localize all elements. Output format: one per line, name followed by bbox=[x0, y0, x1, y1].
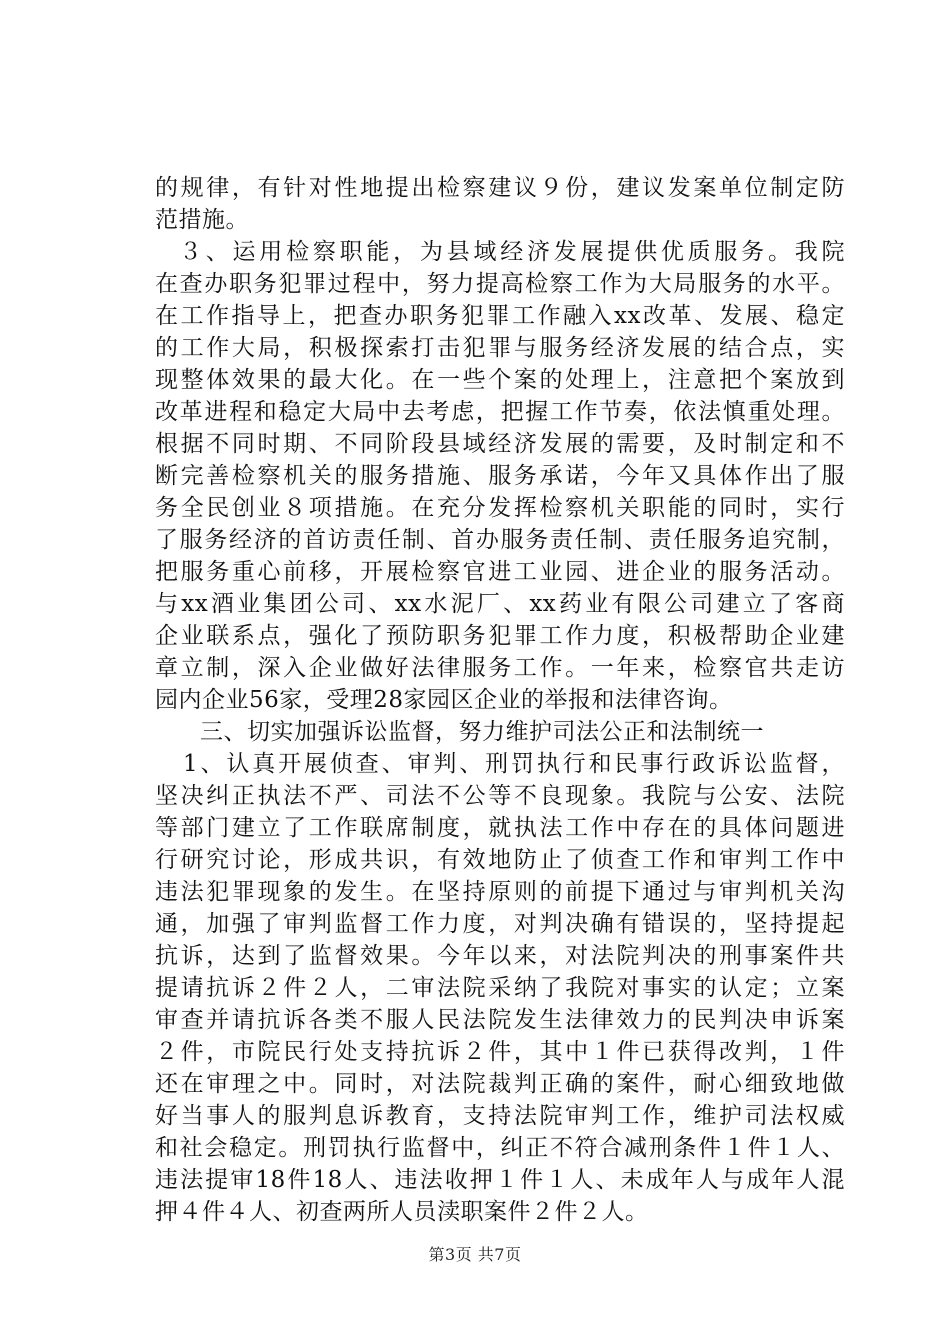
text-line: 行研究讨论，形成共识，有效地防止了侦查工作和审判工作中 bbox=[155, 847, 845, 873]
text-line: 违法犯罪现象的发生。在坚持原则的前提下通过与审判机关沟 bbox=[155, 879, 845, 905]
text-line: 好当事人的服判息诉教育，支持法院审判工作，维护司法权威 bbox=[155, 1103, 845, 1129]
text-line: 在查办职务犯罪过程中，努力提高检察工作为大局服务的水平。 bbox=[155, 271, 845, 297]
text-line: 根据不同时期、不同阶段县域经济发展的需要，及时制定和不 bbox=[155, 431, 845, 457]
text-line: 的工作大局，积极探索打击犯罪与服务经济发展的结合点，实 bbox=[155, 335, 845, 361]
text-line: ２件，市院民行处支持抗诉２件，其中１件已获得改判，１件 bbox=[155, 1039, 845, 1065]
text-line: 现整体效果的最大化。在一些个案的处理上，注意把个案放到 bbox=[155, 367, 845, 393]
text-line: 审查并请抗诉各类不服人民法院发生法律效力的民判决申诉案 bbox=[155, 1007, 845, 1033]
section-heading-line: ３、运用检察职能，为县域经济发展提供优质服务。我院 bbox=[179, 239, 845, 265]
section-heading: 三、切实加强诉讼监督，努力维护司法公正和法制统一 bbox=[200, 719, 764, 745]
text-line: 范措施。 bbox=[155, 207, 249, 233]
text-line: 违法提审18件18人、违法收押１件１人、未成年人与成年人混 bbox=[155, 1167, 845, 1193]
text-line: 与xx酒业集团公司、xx水泥厂、xx药业有限公司建立了客商 bbox=[155, 591, 845, 617]
text-line: 务全民创业８项措施。在充分发挥检察机关职能的同时，实行 bbox=[155, 495, 845, 521]
text-line: 园内企业56家，受理28家园区企业的举报和法律咨询。 bbox=[155, 687, 733, 713]
text-line: 了服务经济的首访责任制、首办服务责任制、责任服务追究制， bbox=[155, 527, 845, 553]
text-line: 企业联系点，强化了预防职务犯罪工作力度，积极帮助企业建 bbox=[155, 623, 845, 649]
document-body bbox=[155, 172, 845, 1228]
text-line: 把服务重心前移，开展检察官进工业园、进企业的服务活动。 bbox=[155, 559, 845, 585]
text-line: 还在审理之中。同时，对法院裁判正确的案件，耐心细致地做 bbox=[155, 1071, 845, 1097]
text-line: 和社会稳定。刑罚执行监督中，纠正不符合减刑条件１件１人、 bbox=[155, 1135, 845, 1161]
text-line: 通，加强了审判监督工作力度，对判决确有错误的，坚持提起 bbox=[155, 911, 845, 937]
text-line: 章立制，深入企业做好法律服务工作。一年来，检察官共走访 bbox=[155, 655, 845, 681]
text-line: 的规律，有针对性地提出检察建议９份，建议发案单位制定防 bbox=[155, 175, 845, 201]
text-line: 改革进程和稳定大局中去考虑，把握工作节奏，依法慎重处理。 bbox=[155, 399, 845, 425]
page-footer bbox=[0, 1245, 950, 1265]
text-line: 押４件４人、初查两所人员渎职案件２件２人。 bbox=[155, 1199, 649, 1225]
text-line: 在工作指导上，把查办职务犯罪工作融入xx改革、发展、稳定 bbox=[155, 303, 845, 329]
text-line: 抗诉，达到了监督效果。今年以来，对法院判决的刑事案件共 bbox=[155, 943, 845, 969]
subsection-heading-line: 1、认真开展侦查、审判、刑罚执行和民事行政诉讼监督， bbox=[183, 751, 845, 777]
text-line: 等部门建立了工作联席制度，就执法工作中存在的具体问题进 bbox=[155, 815, 845, 841]
text-line: 断完善检察机关的服务措施、服务承诺，今年又具体作出了服 bbox=[155, 463, 845, 489]
text-line: 提请抗诉２件２人，二审法院采纳了我院对事实的认定；立案 bbox=[155, 975, 845, 1001]
text-line: 坚决纠正执法不严、司法不公等不良现象。我院与公安、法院 bbox=[155, 783, 845, 809]
page-number-label: 第3页 共7页 bbox=[428, 1245, 522, 1264]
